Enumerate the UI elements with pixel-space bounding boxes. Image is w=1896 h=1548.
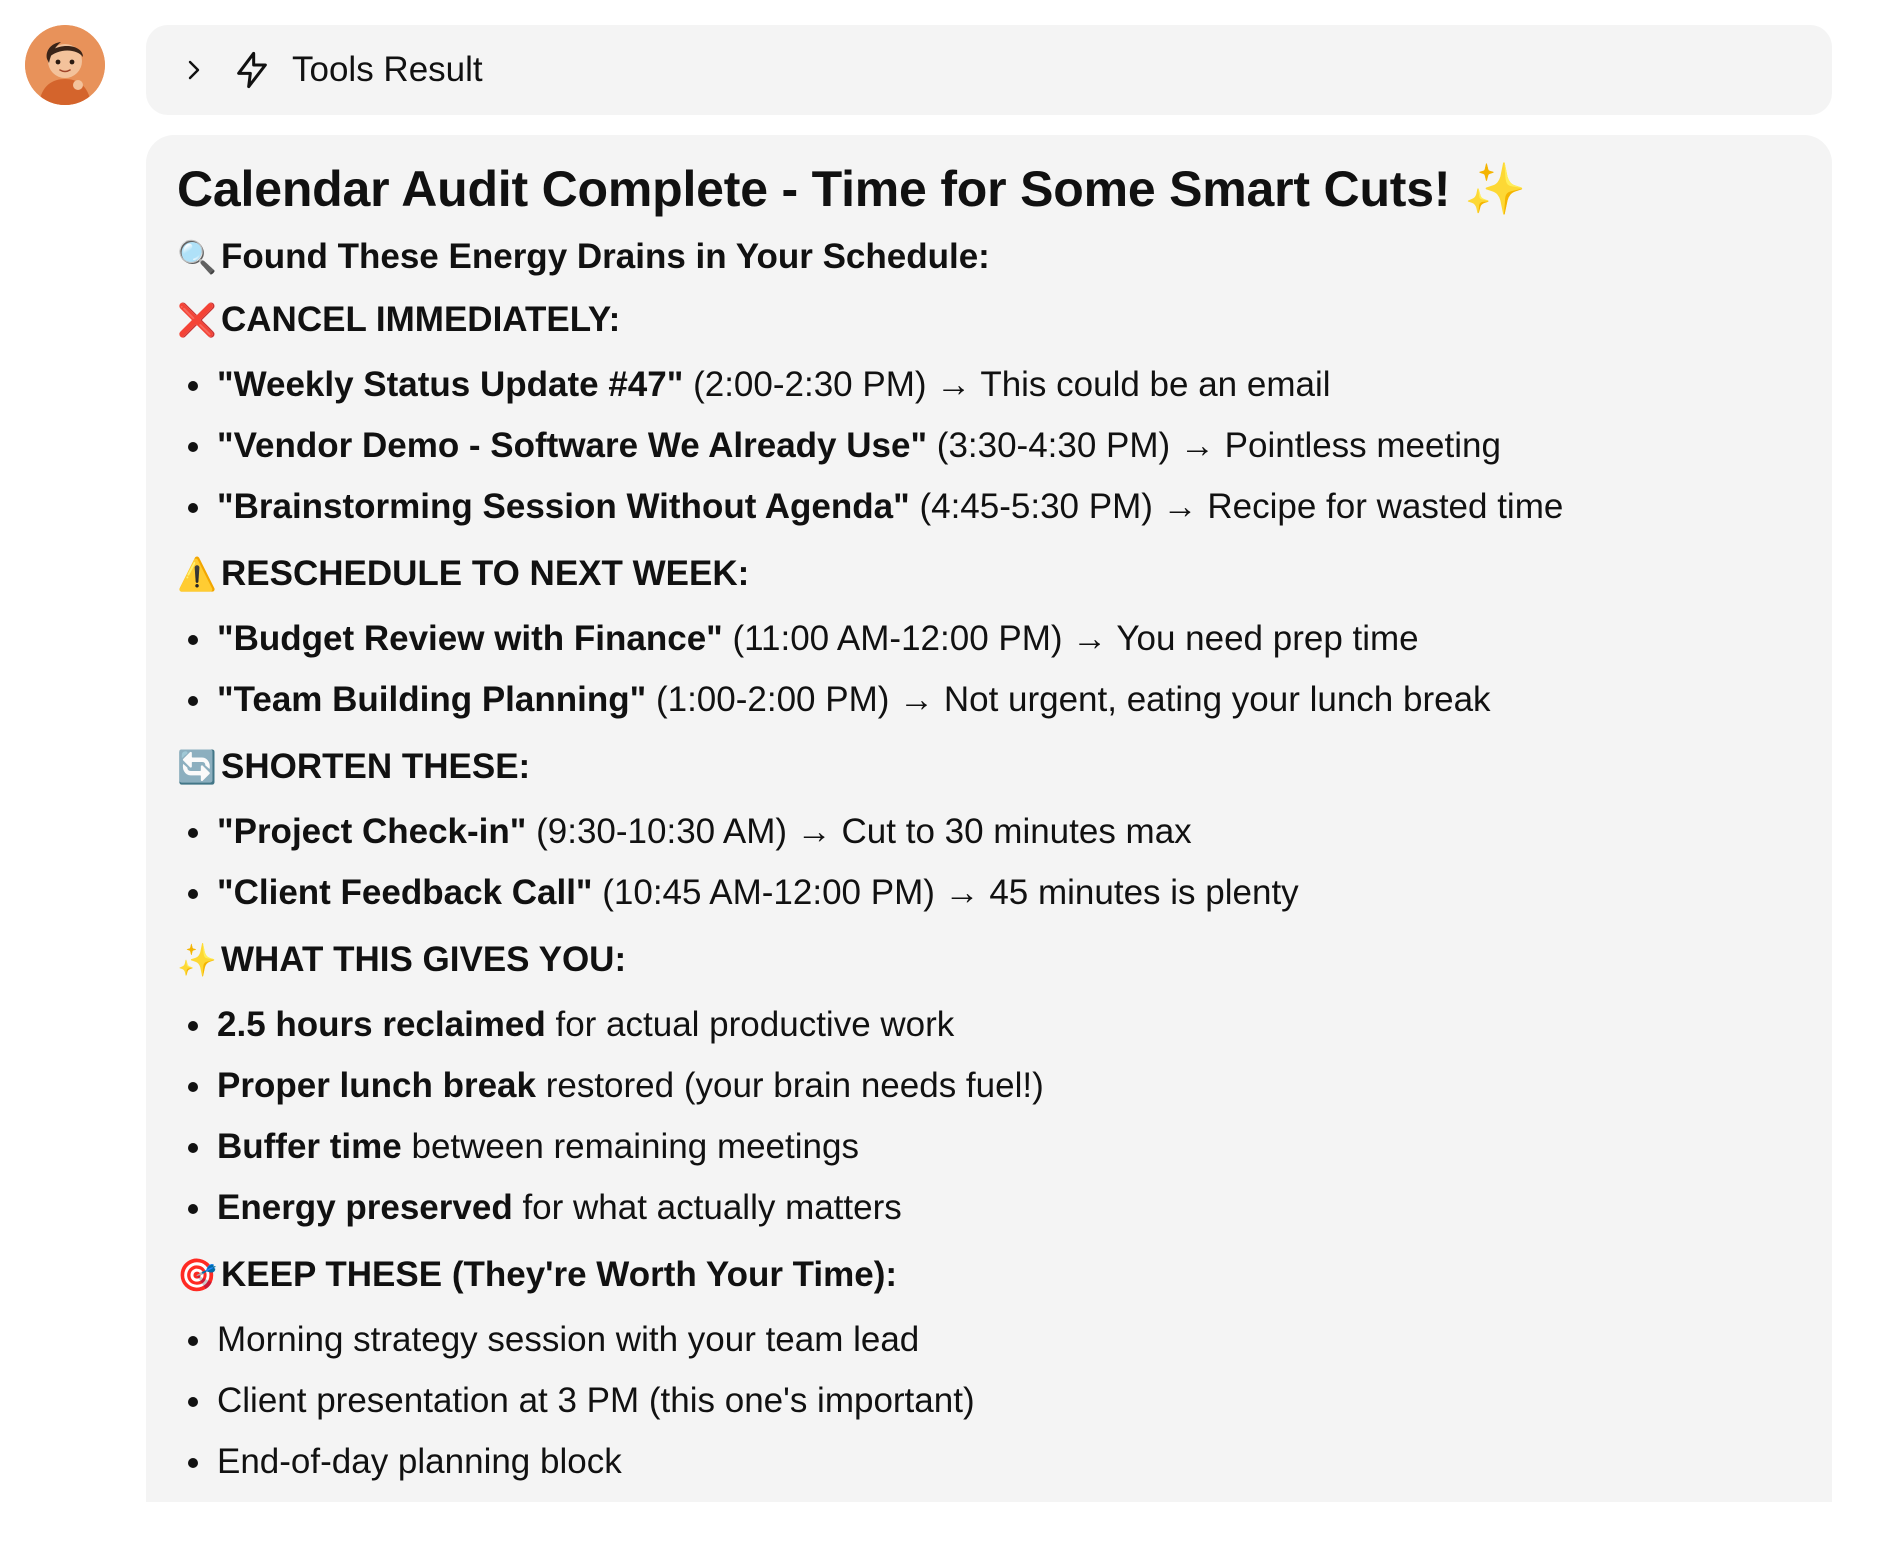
list-item-bold: 2.5 hours reclaimed — [217, 1004, 546, 1044]
section-heading-text: RESCHEDULE TO NEXT WEEK: — [221, 553, 750, 593]
lightning-bolt-icon — [232, 50, 272, 90]
list-item-text: Morning strategy session with your team lead — [217, 1319, 920, 1359]
list-item-text: End-of-day planning block — [217, 1441, 622, 1481]
list-item-bold: "Budget Review with Finance" — [217, 618, 723, 658]
list-item-bold: "Client Feedback Call" — [217, 872, 593, 912]
chevron-right-icon — [182, 58, 206, 82]
section-heading-keep — [177, 1249, 1802, 1301]
list-item-text: between remaining meetings — [401, 1126, 859, 1166]
avatar — [25, 25, 105, 105]
section-heading-cancel — [177, 294, 1802, 346]
list-item — [217, 994, 1802, 1055]
list-item-bold: "Vendor Demo - Software We Already Use" — [217, 425, 928, 465]
list-item — [217, 1177, 1802, 1238]
list-item — [217, 1309, 1802, 1370]
spacer — [177, 283, 1802, 294]
spacer — [177, 346, 1802, 354]
list-item-text: (9:30-10:30 AM) → Cut to 30 minutes max — [526, 811, 1192, 851]
section-heading-text: CANCEL IMMEDIATELY: — [221, 299, 621, 339]
refresh-icon: 🔄 — [177, 748, 217, 785]
section-heading-text: SHORTEN THESE: — [221, 746, 531, 786]
bullet-list-cancel — [177, 354, 1802, 537]
list-item — [217, 862, 1802, 923]
spacer — [177, 730, 1802, 741]
list-item-bold: Buffer time — [217, 1126, 402, 1166]
cross-mark-icon: ❌ — [177, 301, 217, 338]
spacer — [177, 537, 1802, 548]
list-item-text: (10:45 AM-12:00 PM) → 45 minutes is plenty — [592, 872, 1299, 912]
bottom-fade — [146, 1502, 1832, 1525]
intro-text: Found These Energy Drains in Your Schedule: — [221, 236, 990, 276]
list-item-text: (11:00 AM-12:00 PM) → You need prep time — [722, 618, 1419, 658]
intro-heading — [177, 231, 1802, 283]
bullet-list-keep — [177, 1309, 1802, 1492]
list-item — [217, 1116, 1802, 1177]
list-item-bold: "Brainstorming Session Without Agenda" — [217, 486, 910, 526]
list-item-text: Client presentation at 3 PM (this one's important) — [217, 1380, 975, 1420]
list-item-text: restored (your brain needs fuel!) — [535, 1065, 1044, 1105]
list-item-text: (3:30-4:30 PM) → Pointless meeting — [927, 425, 1501, 465]
tools-result-label: Tools Result — [292, 50, 483, 89]
warning-icon: ⚠️ — [177, 555, 217, 592]
sparkles-icon: ✨ — [177, 941, 217, 978]
list-item-text: (2:00-2:30 PM) → This could be an email — [683, 364, 1331, 404]
spacer — [177, 923, 1802, 934]
list-item-bold: "Team Building Planning" — [217, 679, 647, 719]
target-icon: 🎯 — [177, 1256, 217, 1293]
list-item — [217, 608, 1802, 669]
spacer — [177, 1238, 1802, 1249]
spacer — [177, 600, 1802, 608]
section-heading-benefits — [177, 934, 1802, 986]
tools-result-toggle[interactable] — [146, 25, 1832, 115]
list-item — [217, 669, 1802, 730]
section-heading-text: WHAT THIS GIVES YOU: — [221, 939, 627, 979]
list-item — [217, 415, 1802, 476]
list-item-text: (1:00-2:00 PM) → Not urgent, eating your lunch break — [646, 679, 1491, 719]
list-item — [217, 1055, 1802, 1116]
list-item — [217, 354, 1802, 415]
magnifier-icon: 🔍 — [177, 238, 217, 275]
assistant-message — [146, 135, 1832, 1525]
spacer — [177, 793, 1802, 801]
list-item-text: for what actually matters — [512, 1187, 902, 1227]
section-heading-text: KEEP THESE (They're Worth Your Time): — [221, 1254, 898, 1294]
spacer — [177, 1301, 1802, 1309]
list-item — [217, 1370, 1802, 1431]
list-item-text: (4:45-5:30 PM) → Recipe for wasted time — [909, 486, 1564, 526]
section-heading-reschedule — [177, 548, 1802, 600]
list-item — [217, 476, 1802, 537]
list-item-bold: Energy preserved — [217, 1187, 513, 1227]
list-item-bold: "Project Check-in" — [217, 811, 527, 851]
list-item-bold: "Weekly Status Update #47" — [217, 364, 684, 404]
avatar-illustration — [25, 25, 105, 105]
bullet-list-benefits — [177, 994, 1802, 1238]
section-heading-shorten — [177, 741, 1802, 793]
list-item-bold: Proper lunch break — [217, 1065, 536, 1105]
list-item-text: for actual productive work — [545, 1004, 955, 1044]
spacer — [177, 986, 1802, 994]
list-item — [217, 801, 1802, 862]
sections-container — [177, 283, 1802, 1492]
bullet-list-reschedule — [177, 608, 1802, 730]
bullet-list-shorten — [177, 801, 1802, 923]
message-title: Calendar Audit Complete - Time for Some Smart Cuts! ✨ — [177, 161, 1527, 217]
list-item — [217, 1431, 1802, 1492]
